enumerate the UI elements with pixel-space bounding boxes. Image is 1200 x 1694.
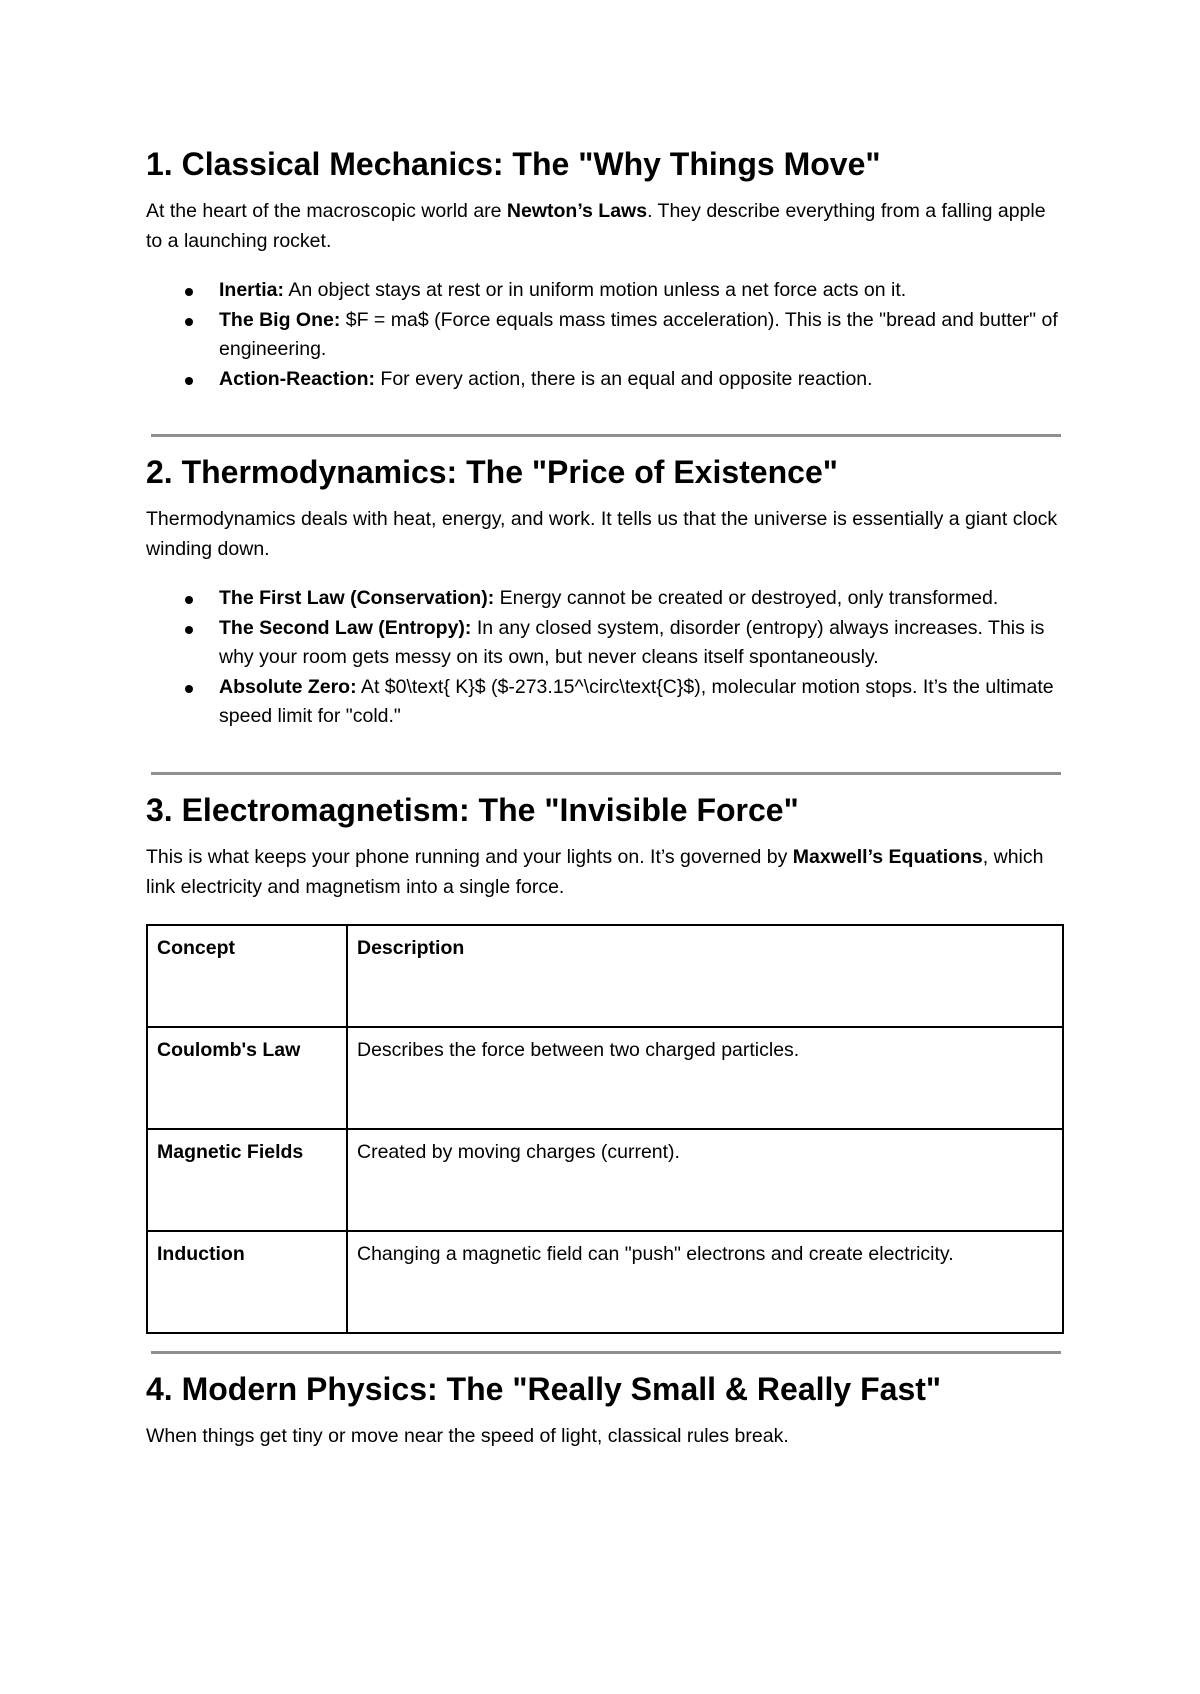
- bullet-list: [146, 276, 1063, 394]
- bullet-icon: [185, 685, 193, 693]
- bullet-label: Absolute Zero:: [219, 675, 357, 698]
- table-cell-description: Describes the force between two charged particles.: [347, 1027, 1063, 1129]
- bullet-icon: [185, 288, 193, 296]
- bullet-label: Inertia:: [219, 279, 285, 301]
- bullet-icon: [185, 377, 193, 385]
- table-header-cell: Concept: [147, 925, 347, 1027]
- section-heading: 4. Modern Physics: The "Really Small & Really Fast": [146, 1370, 942, 1407]
- section-intro: When things get tiny or move near the speed of light, classical rules break.: [146, 1424, 789, 1447]
- bullet-text: An object stays at rest or in uniform motion unless a net force acts on it.: [284, 279, 907, 301]
- intro-bold-term: Newton’s Laws: [506, 200, 648, 222]
- intro-text: At the heart of the macroscopic world are: [146, 200, 507, 222]
- list-item: [146, 584, 1063, 614]
- section-intro: [146, 196, 1063, 256]
- section-divider: [151, 434, 1061, 437]
- section-heading: 3. Electromagnetism: The "Invisible Force": [146, 791, 799, 828]
- bullet-list: [146, 584, 1063, 732]
- intro-text: This is what keeps your phone running and your lights on. It’s governed by: [146, 845, 793, 868]
- list-item: [146, 306, 1063, 365]
- bullet-text: Energy cannot be created or destroyed, only transformed.: [494, 587, 999, 609]
- bullet-text: At $0\text{ K}$ ($-273.15^\circ\text{C}$), molecular motion stops. It’s the ultimate speed limit for "cold.": [219, 675, 1054, 727]
- bullet-label: Action-Reaction:: [219, 367, 375, 390]
- bullet-text: $F = ma$ (Force equals mass times acceleration). This is the "bread and butter" of engineering.: [219, 308, 1058, 360]
- section-heading: 2. Thermodynamics: The "Price of Existence": [146, 454, 838, 490]
- section-divider: [151, 1351, 1061, 1354]
- bullet-label: The Big One:: [219, 308, 341, 331]
- list-item: [146, 276, 1063, 306]
- table-cell-concept: Induction: [147, 1231, 347, 1333]
- list-item: [146, 673, 1063, 732]
- section-electromagnetism: [146, 784, 1063, 1334]
- section-divider: [151, 772, 1061, 775]
- section-intro: Thermodynamics deals with heat, energy, and work. It tells us that the universe is essentially a giant clock winding down.: [146, 508, 1058, 560]
- table-header-cell: Description: [347, 925, 1063, 1027]
- bullet-icon: [185, 318, 193, 326]
- bullet-icon: [185, 626, 193, 634]
- bullet-icon: [185, 596, 193, 604]
- table-header-row: [147, 925, 1063, 1027]
- bullet-label: The First Law (Conservation):: [219, 587, 495, 609]
- section-modern-physics: [146, 1363, 1063, 1451]
- section-intro: [146, 842, 1063, 902]
- table-cell-description: Created by moving charges (current).: [347, 1129, 1063, 1231]
- section-heading: 1. Classical Mechanics: The "Why Things Move": [146, 146, 881, 182]
- list-item: [146, 365, 1063, 395]
- bullet-text: For every action, there is an equal and opposite reaction.: [375, 367, 873, 390]
- section-thermodynamics: [146, 446, 1063, 732]
- table-cell-description: Changing a magnetic field can "push" electrons and create electricity.: [347, 1231, 1063, 1333]
- table-cell-concept: Coulomb's Law: [147, 1027, 347, 1129]
- intro-bold-term: Maxwell’s Equations: [792, 845, 983, 868]
- table-row: [147, 1027, 1063, 1129]
- list-item: [146, 614, 1063, 673]
- section-classical-mechanics: [146, 138, 1063, 394]
- intro-text: . They describe everything from a falling apple to a launching rocket.: [146, 200, 1046, 252]
- bullet-label: The Second Law (Entropy):: [219, 616, 472, 639]
- bullet-text: In any closed system, disorder (entropy) always increases. This is why your room gets messy on its own, but never cleans itself spontaneously.: [219, 616, 1045, 668]
- intro-text: , which link electricity and magnetism into a single force.: [146, 845, 1044, 898]
- table-row: [147, 1231, 1063, 1333]
- document-page: [146, 138, 1063, 1451]
- table-cell-concept: Magnetic Fields: [147, 1129, 347, 1231]
- concepts-table: [146, 924, 1064, 1334]
- table-row: [147, 1129, 1063, 1231]
